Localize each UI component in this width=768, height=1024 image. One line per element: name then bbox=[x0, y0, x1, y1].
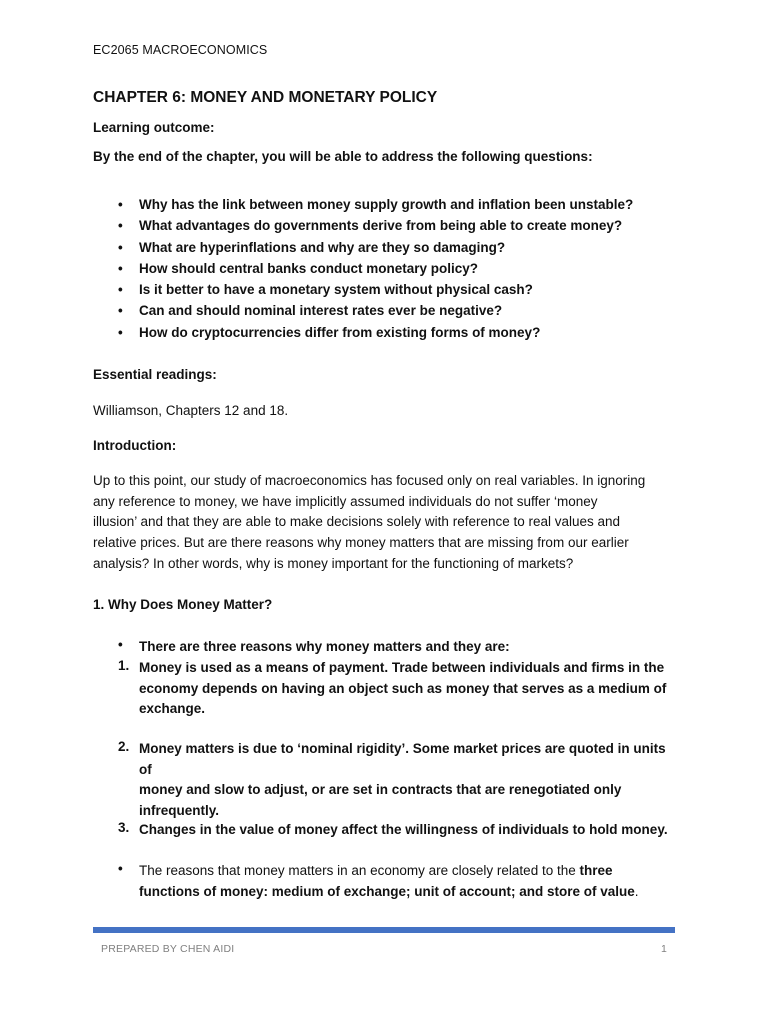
footer-divider bbox=[93, 927, 675, 933]
reasons-intro-bullet: • There are three reasons why money matters and they are: bbox=[118, 637, 510, 654]
bullet-icon: • bbox=[118, 260, 123, 276]
question-item: • Can and should nominal interest rates ever be negative? bbox=[118, 300, 633, 321]
running-header: EC2065 MACROECONOMICS bbox=[93, 43, 268, 57]
bullet-icon: • bbox=[118, 218, 123, 234]
list-number: 1. bbox=[118, 658, 130, 673]
bullet-icon: • bbox=[118, 324, 123, 340]
paragraph-line: Up to this point, our study of macroeconomics has focused only on real variables. In ignoring bbox=[93, 473, 646, 488]
section-heading: 1. Why Does Money Matter? bbox=[93, 597, 273, 612]
essential-readings-text: Williamson, Chapters 12 and 18. bbox=[93, 403, 289, 418]
paragraph-line: relative prices. But are there reasons why money matters that are missing from our earlier bbox=[93, 535, 629, 551]
list-number: 2. bbox=[118, 739, 130, 754]
questions-list bbox=[118, 194, 633, 343]
learning-outcome-label: Learning outcome: bbox=[93, 120, 215, 135]
introduction-label: Introduction: bbox=[93, 438, 177, 453]
question-item: • How should central banks conduct monetary policy? bbox=[118, 258, 633, 279]
bullet-icon: • bbox=[118, 239, 123, 255]
reason-item: 3. Changes in the value of money affect the willingness of individuals to hold money. bbox=[118, 820, 668, 837]
reason-item: 2. Money matters is due to ‘nominal rigidity’. Some market prices are quoted in units of money and slow to adjust, or are set in contracts that are renegotiated only infrequently. bbox=[118, 739, 666, 819]
reason-item: 1. Money is used as a means of payment. Trade between individuals and firms in the economy depends on having an object such as money that serves as a medium of exchange. bbox=[118, 658, 667, 717]
question-item: • How do cryptocurrencies differ from existing forms of money? bbox=[118, 322, 633, 343]
introduction-paragraph bbox=[93, 471, 683, 575]
list-number: 3. bbox=[118, 820, 130, 835]
chapter-title: CHAPTER 6: MONEY AND MONETARY POLICY bbox=[93, 89, 438, 106]
question-item: • Why has the link between money supply growth and inflation been unstable? bbox=[118, 194, 633, 215]
functions-bullet: • The reasons that money matters in an economy are closely related to the three functions of money: medium of exchange; unit of account; and store of value. bbox=[118, 861, 639, 899]
question-item: • What advantages do governments derive from being able to create money? bbox=[118, 215, 633, 236]
essential-readings-label: Essential readings: bbox=[93, 367, 217, 382]
paragraph-line: illusion’ and that they are able to make decisions solely with reference to real values and bbox=[93, 514, 621, 530]
footer-author: PREPARED BY CHEN AIDI bbox=[101, 943, 235, 955]
page-number: 1 bbox=[661, 943, 667, 955]
question-item: • What are hyperinflations and why are they so damaging? bbox=[118, 237, 633, 258]
question-item: • Is it better to have a monetary system without physical cash? bbox=[118, 279, 633, 300]
bullet-icon: • bbox=[118, 282, 123, 298]
paragraph-line: analysis? In other words, why is money important for the functioning of markets? bbox=[93, 555, 574, 571]
bullet-icon: • bbox=[118, 303, 123, 319]
bullet-icon: • bbox=[118, 197, 123, 212]
bullet-icon: • bbox=[118, 637, 123, 652]
questions-intro: By the end of the chapter, you will be able to address the following questions: bbox=[93, 149, 593, 164]
bullet-icon: • bbox=[118, 861, 123, 876]
paragraph-line: any reference to money, we have implicitly assumed individuals do not suffer ‘money bbox=[93, 493, 598, 509]
